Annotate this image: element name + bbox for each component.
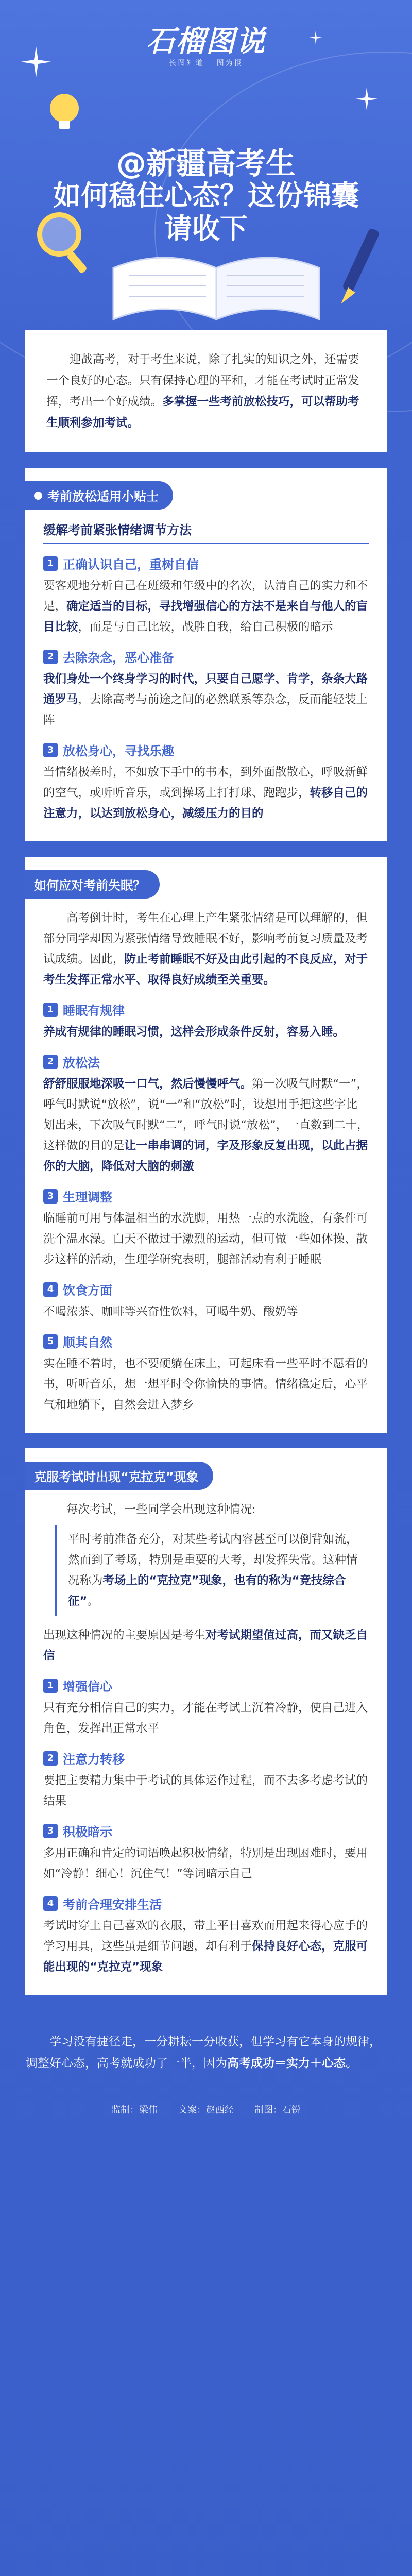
tip-title-text: 睡眠有规律 <box>63 1004 125 1018</box>
tip-body-bold: 转移自己的注意力，以达到放松身心，减缓压力的目的 <box>43 786 368 820</box>
brand-tagline: 长图知道 一图为报 <box>169 59 243 67</box>
tip-title <box>43 554 369 572</box>
sparkle-icon <box>21 46 52 77</box>
closing-text: 。 <box>346 2057 357 2070</box>
tip-item <box>43 648 369 731</box>
tip-title <box>43 1676 369 1694</box>
tip-number: 4 <box>43 1896 58 1911</box>
section-header <box>25 1448 387 1490</box>
bullet-icon <box>34 492 42 500</box>
tip-body-text: ，去除高考与前途之间的必然联系等杂念，反而能轻装上阵 <box>43 693 368 727</box>
section-heading <box>25 870 160 899</box>
tip-title-text: 放松身心，寻找乐趣 <box>63 744 174 758</box>
tip-body: 临睡前可用与体温相当的水洗脚，用热一点的水洗脸，有条件可洗个温水澡。白天不做过于激烈的运动，但可做一些如体操、散步这样的活动，生理学研究表明，腿部活动有利于睡眠 <box>43 1212 368 1266</box>
tip-number: 1 <box>43 1003 58 1017</box>
sparkle-icon <box>355 88 378 110</box>
paragraph-bold: 对考试期望值过高，而又缺乏自信 <box>43 1629 368 1663</box>
tip-body: 要把主要精力集中于考试的具体运作过程，而不去多考虑考试的结果 <box>43 1774 368 1808</box>
tip-number: 1 <box>43 556 58 571</box>
tip-title-text: 生理调整 <box>63 1190 112 1205</box>
tip-title <box>43 1187 369 1205</box>
brand-name: 石榴图说 <box>146 24 266 58</box>
quote-bold: 考场上的“克拉克”现象，也有的称为“竞技综合征” <box>68 1574 346 1608</box>
subheading-text: 缓解考前紧张情绪调节方法 <box>43 523 192 537</box>
section-paragraph <box>43 1625 369 1666</box>
tip-body <box>43 1022 369 1042</box>
tip-title-text: 饮食方面 <box>63 1283 112 1298</box>
closing-text: 学习没有捷径走，一分耕耘一分收获，但学习有它本身的规律，调整好心态，高考就成功了一半，因为 <box>26 2035 381 2070</box>
tip-item <box>43 1280 369 1322</box>
section-heading-text: 如何应对考前失眠？ <box>34 878 145 893</box>
tip-title <box>43 741 369 759</box>
tip-body-text: 当情绪极差时，不如放下手中的书本，到外面散散心，呼吸新鲜的空气，或听听音乐，或到操场上打打球、跑跑步， <box>43 766 368 800</box>
tip-body <box>43 1916 369 1977</box>
quote-text: 平时考前准备充分，对某些考试内容甚至可以倒背如流，然而到了考场，特别是重要的大考，却发挥失常。这种情况称为 <box>68 1533 358 1587</box>
open-book-icon <box>108 247 324 325</box>
clark-phenomenon-section <box>25 1448 387 1995</box>
intro-bold-text: 多掌握一些考前放松技巧，可以帮助考生顺利参加考试。 <box>46 395 359 430</box>
tip-number: 3 <box>43 1824 58 1838</box>
tip-number: 4 <box>43 1282 58 1297</box>
closing-bold: 高考成功＝实力＋心态 <box>227 2057 346 2070</box>
lightbulb-icon <box>41 88 88 134</box>
sparkle-icon <box>309 31 322 44</box>
tip-title <box>43 1332 369 1350</box>
tip-item <box>43 1749 369 1811</box>
tip-body-bold: 舒舒服服地深吸一口气，然后慢慢呼气。 <box>43 1077 252 1091</box>
insomnia-section <box>25 857 387 1433</box>
tip-body <box>43 575 369 637</box>
magnifier-icon <box>31 206 93 278</box>
paragraph-text: 出现这种情况的主要原因是考生 <box>43 1629 206 1642</box>
tip-title <box>43 1280 369 1298</box>
tip-item <box>43 1822 369 1884</box>
tip-title-text: 正确认识自己，重树自信 <box>63 557 199 572</box>
tip-title <box>43 1749 369 1767</box>
credit-supervisor: 监制：梁伟 <box>111 2105 158 2115</box>
tip-title-text: 考前合理安排生活 <box>63 1897 162 1912</box>
section-heading <box>25 1462 213 1490</box>
tip-body: 多用正确和肯定的词语唤起积极情绪，特别是出现困难时，要用如“冷静！细心！沉住气！”等词暗示自己 <box>43 1846 368 1880</box>
tip-title-text: 放松法 <box>63 1056 100 1070</box>
section-heading-text: 克服考试时出现“克拉克”现象 <box>34 1470 199 1484</box>
tip-body-text: ，而是与自己比较，战胜自我，给自己积极的暗示 <box>78 620 333 634</box>
tip-body-text: 考试时穿上自己喜欢的衣服，带上平日喜欢而用起来得心应手的学习用具，这些虽是细节问题，却有利于 <box>43 1919 368 1953</box>
section-heading <box>25 481 173 510</box>
subheading <box>43 520 387 538</box>
quote-text: 。 <box>87 1595 99 1608</box>
pen-icon <box>335 222 391 314</box>
tip-body <box>43 669 369 731</box>
tip-number: 5 <box>43 1334 58 1349</box>
tip-number: 1 <box>43 1679 58 1693</box>
paragraph-bold: 防止考前睡眠不好及由此引起的不良反应，对于考生发挥正常水平、取得良好成绩至关重要。 <box>43 953 368 987</box>
credits <box>26 2091 386 2116</box>
tip-number: 3 <box>43 1189 58 1204</box>
tip-title-text: 积极暗示 <box>63 1825 112 1839</box>
tip-body <box>43 1074 369 1177</box>
tip-body: 实在睡不着时，也不要硬躺在床上，可起床看一些平时不愿看的书，听听音乐，想一想平时令你愉快的事情。情绪稳定后，心平气和地躺下，自然会进入梦乡 <box>43 1357 368 1412</box>
brand-logo <box>0 19 412 68</box>
tip-item <box>43 741 369 824</box>
tip-title-text: 顺其自然 <box>63 1335 112 1350</box>
tip-title <box>43 1822 369 1840</box>
quote-block <box>55 1525 369 1616</box>
tip-item <box>43 1053 369 1177</box>
divider <box>43 543 369 544</box>
tip-item <box>43 1894 369 1977</box>
section-paragraph <box>43 908 369 990</box>
tip-item <box>43 1676 369 1739</box>
tip-title-text: 增强信心 <box>63 1680 112 1694</box>
intro-card <box>25 330 387 452</box>
tip-body-text: 要客观地分析自己在班级和年级中的名次，认清自己的实力和不足， <box>43 579 368 613</box>
section-heading-text: 考前放松适用小贴士 <box>47 489 159 504</box>
section-header <box>25 857 387 899</box>
tip-title <box>43 648 369 666</box>
tip-item <box>43 554 369 637</box>
tip-number: 3 <box>43 743 58 757</box>
tip-title-text: 去除杂念，恶心准备 <box>63 651 174 665</box>
tip-body <box>43 762 369 824</box>
closing-paragraph <box>26 2031 386 2074</box>
tip-item <box>43 1332 369 1415</box>
tip-body-bold: 保持良好心态，克服可能出现的“克拉克”现象 <box>43 1940 368 1974</box>
tip-title <box>43 1894 369 1912</box>
tip-title-text: 注意力转移 <box>63 1752 125 1767</box>
tip-body-bold: 让一串串调的词，字及形象反复出现，以此占据你的大脑，降低对大脑的刺激 <box>43 1139 368 1173</box>
tip-number: 2 <box>43 1055 58 1069</box>
page-title: @新疆高考生 <box>116 146 296 181</box>
tip-number: 2 <box>43 1751 58 1766</box>
tip-title <box>43 1053 369 1071</box>
paragraph-text: 高考倒计时，考生在心理上产生紧张情绪是可以理解的，但部分同学却因为紧张情绪导致睡眠不好，影响考前复习质量及考试成绩。因此， <box>43 911 368 966</box>
header <box>0 0 412 330</box>
intro-text: 迎战高考，对于考生来说，除了扎实的知识之外，还需要一个良好的心态。只有保持心理的平和，才能在考试时正常发挥，考出一个好成绩。 <box>46 353 359 409</box>
tip-body-bold: 养成有规律的睡眠习惯，这样会形成条件反射，容易入睡。 <box>43 1025 345 1039</box>
subtitle-line: 请收下 <box>164 212 248 245</box>
tip-item <box>43 1001 369 1042</box>
tip-item <box>43 1187 369 1270</box>
credit-designer: 制图：石锐 <box>254 2105 301 2115</box>
relaxation-tips-section <box>25 468 387 841</box>
tip-title <box>43 1001 369 1019</box>
tip-body-bold: 确定适当的目标，寻找增强信心的方法不是来自与他人的盲目比较 <box>43 600 368 634</box>
section-header <box>25 468 387 510</box>
tip-body: 不喝浓茶、咖啡等兴奋性饮料，可喝牛奶、酸奶等 <box>43 1305 299 1318</box>
subtitle-line: 如何稳住心态？这份锦囊 <box>53 179 359 212</box>
section-lead: 每次考试，一些同学会出现这种情况: <box>66 1503 256 1516</box>
tip-body-bold: 我们身处一个终身学习的时代，只要自己愿学、肯学，条条大路通罗马 <box>43 672 368 706</box>
credit-copywriter: 文案：赵西经 <box>178 2105 234 2115</box>
tip-body: 只有充分相信自己的实力，才能在考试上沉着冷静，使自己进入角色，发挥出正常水平 <box>43 1701 368 1735</box>
tip-number: 2 <box>43 650 58 664</box>
tip-body-text: 第一次吸气时默“一”，呼气时默说“放松”，说“一”和“放松”时，设想用手把这些字比划出来，下次吸气时默“二”，呼气时说“放松”，一直数到二十，这样做的目的是 <box>43 1077 369 1153</box>
